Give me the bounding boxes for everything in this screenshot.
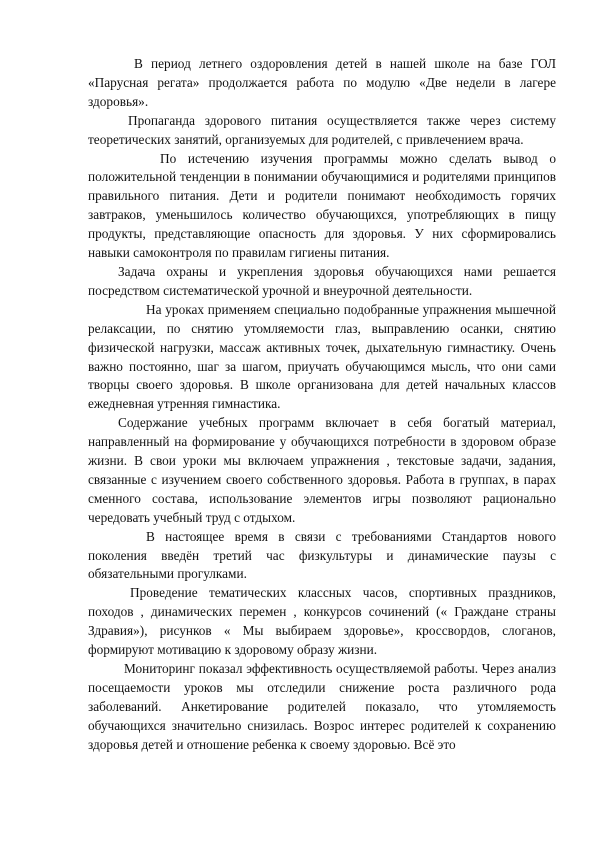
- document-body: [88, 55, 556, 755]
- paragraph-5: На уроках применяем специально подобранные упражнения мышечной релаксации, по снятию утомляемости глаз, выправлению осанки, снятию физической нагрузки, массаж активных точек, дыхательную гимнастику. Очень важно постоянно, шаг за шагом, приучать обучающимся мысль, что они сами творцы своего здоровья. В школе организована для детей начальных классов ежедневная утренняя гимнастика.: [88, 301, 556, 412]
- paragraph-9: Мониторинг показал эффективность осуществляемой работы. Через анализ посещаемости уроков мы отследили снижение роста различного рода заболеваний. Анкетирование родителей показало, что утомляемость обучающихся значительно снизилась. Возрос интерес родителей к сохранению здоровья детей и отношение ребенка к своему здоровью. Всё это: [88, 661, 556, 752]
- paragraph-2: Пропаганда здорового питания осуществляется также через систему теоретических занятий, организуемых для родителей, с привлечением врача.: [88, 112, 556, 147]
- paragraph-3: По истечению изучения программы можно сделать вывод о положительной тенденции в понимании обучающимися и родителями принципов правильного питания. Дети и родители понимают необходимость горячих завтраков, уменьшилось количество обучающихся, употребляющих в пищу продукты, представляющие опасность для здоровья. У них сформировались навыки самоконтроля по правилам гигиены питания.: [88, 150, 556, 261]
- paragraph-4: Задача охраны и укрепления здоровья обучающихся нами решается посредством систематической урочной и внеурочной деятельности.: [88, 263, 556, 298]
- paragraph-1: В период летнего оздоровления детей в нашей школе на базе ГОЛ «Парусная регата» продолжается работа по модулю «Две недели в лагере здоровья».: [88, 56, 556, 109]
- paragraph-6: Содержание учебных программ включает в себя богатый материал, направленный на формирование у обучающихся потребности в здоровом образе жизни. В свои уроки мы включаем упражнения , текстовые задачи, задания, связанные с изучением своего собственного здоровья. Работа в группах, в парах сменного состава, использование элементов игры позволяют рационально чередовать учебный труд с отдыхом.: [88, 415, 556, 525]
- paragraph-7: В настоящее время в связи с требованиями Стандартов нового поколения введён третий час физкультуры и динамические паузы с обязательными прогулками.: [88, 528, 556, 582]
- paragraph-8: Проведение тематических классных часов, спортивных праздников, походов , динамических перемен , конкурсов сочинений (« Граждане страны Здравия»), рисунков « Мы выбираем здоровье», кроссвордов, слоганов, формируют мотивацию к здоровому образу жизни.: [88, 585, 556, 658]
